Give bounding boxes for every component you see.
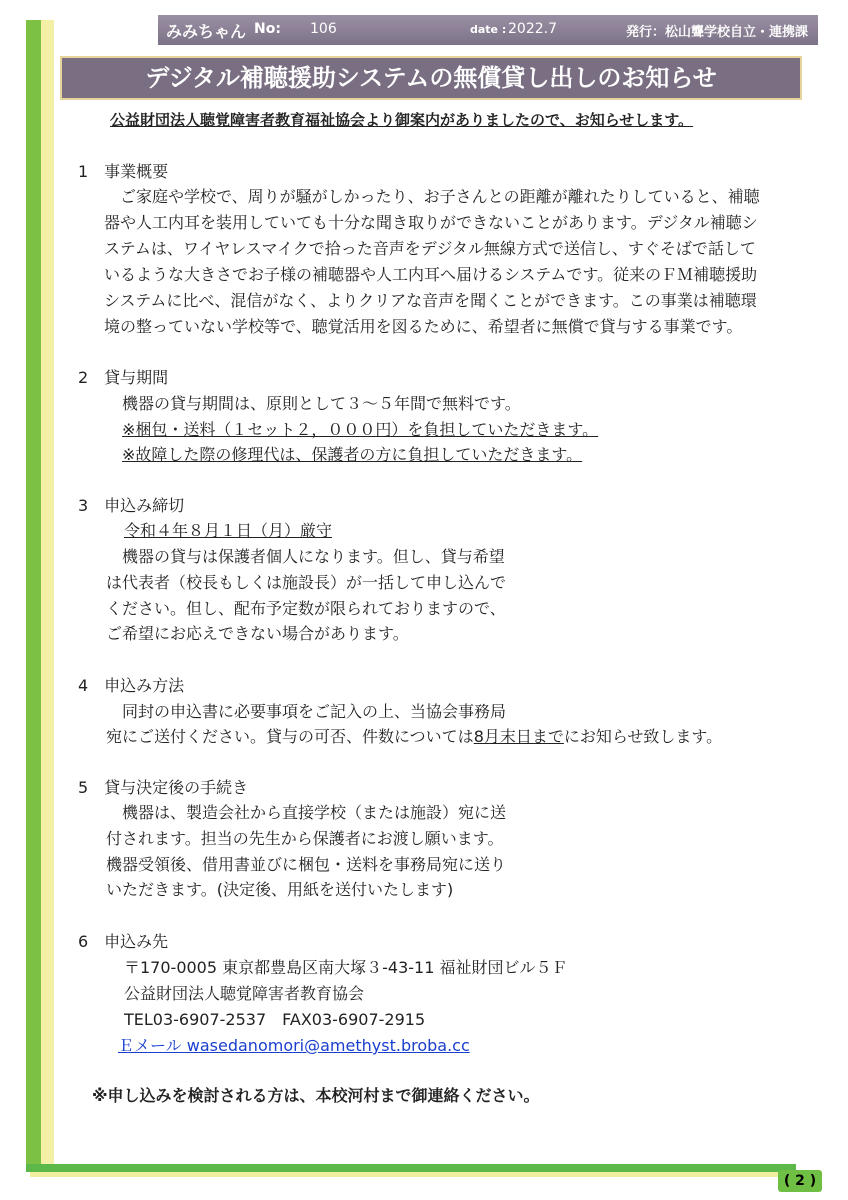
publisher: 発行：松山聾学校自立・連携課 <box>626 25 809 40</box>
section2-shipping-note: ※梱包・送料（１セット２，０００円）を負担していただきます。 <box>122 420 599 439</box>
newsletter-header <box>158 15 818 45</box>
section1-line: ご家庭や学校で、周りが騒がしかったり、お子さんとの距離が離れたりしていると、補聴 <box>120 187 760 206</box>
issue-date: 2022.7 <box>508 21 557 37</box>
section2-repair-note: ※故障した際の修理代は、保護者の方に負担していただきます。 <box>122 445 583 464</box>
section5-line: 付されます。担当の先生から保護者にお渡し願います。 <box>106 829 504 848</box>
section1-heading: 1 事業概要 <box>78 162 169 181</box>
issue-number: 106 <box>310 21 337 37</box>
contact-tel-fax: TEL03-6907-2537 FAX03-6907-2915 <box>124 1010 426 1029</box>
section5-line: いただきます。(決定後、用紙を送付いたします) <box>106 880 454 899</box>
section4-line <box>106 725 722 749</box>
section4-line2-start: 宛にご送付ください。貸与の可否、件数については <box>106 727 474 746</box>
section3-line: ください。但し、配布予定数が限られておりますので、 <box>106 599 506 618</box>
section1-line: 器や人工内耳を装用していても十分な聞き取りができないことがあります。デジタル補聴シ <box>104 213 758 232</box>
section3-line: 機器の貸与は保護者個人になります。但し、貸与希望 <box>122 547 505 566</box>
section5-line: 機器は、製造会社から直接学校（または施設）宛に送 <box>122 803 507 822</box>
section2-heading: 2 貸与期間 <box>78 368 169 387</box>
page-title: デジタル補聴援助システムの無償貸し出しのお知らせ <box>60 56 802 100</box>
left-green-stripe <box>26 20 41 1170</box>
section5-line: 機器受領後、借用書並びに梱包・送料を事務局宛に送り <box>106 855 507 874</box>
issue-no-label: No: <box>254 21 281 37</box>
bottom-green-band <box>26 1164 796 1172</box>
date-label: date : <box>470 23 507 36</box>
section3-heading: 3 申込み締切 <box>78 496 185 515</box>
section4-line: 同封の申込書に必要事項をご記入の上、当協会事務局 <box>122 702 507 721</box>
section6-heading: 6 申込み先 <box>78 932 169 951</box>
section1-line: いるような大きさでお子様の補聴器や人工内耳へ届けるシステムです。従来のＦＭ補聴援助 <box>104 265 758 284</box>
section2-line: 機器の貸与期間は、原則として３～５年間で無料です。 <box>122 394 521 413</box>
section3-line: は代表者（校長もしくは施設長）が一括して申し込んで <box>106 573 507 592</box>
section1-line: システムに比べ、混信がなく、よりクリアな音声を聞くことができます。この事業は補聴環 <box>104 291 757 310</box>
contact-address: 〒170-0005 東京都豊島区南大塚３-43-11 福祉財団ビル５Ｆ <box>124 958 568 977</box>
section4-deadline-emphasis: 8月末日まで <box>473 727 564 746</box>
bottom-yellow-band <box>30 1172 796 1177</box>
section4-heading: 4 申込み方法 <box>78 676 185 695</box>
contact-organization: 公益財団法人聴覚障害者教育協会 <box>124 984 365 1003</box>
section5-heading: 5 貸与決定後の手続き <box>78 778 249 797</box>
section1-line: ステムは、ワイヤレスマイクで拾った音声をデジタル無線方式で送信し、すぐそばで話して <box>104 239 756 258</box>
page-number: ( 2 ) <box>778 1170 822 1192</box>
contact-email-link[interactable]: Ｅメール wasedanomori@amethyst.broba.cc <box>118 1036 470 1055</box>
footer-note: ※申し込みを検討される方は、本校河村まで御連絡ください。 <box>92 1086 540 1105</box>
section3-deadline: 令和４年８月１日（月）厳守 <box>124 521 333 540</box>
section1-line: 境の整っていない学校等で、聴覚活用を図るために、希望者に無償で貸与する事業です。 <box>104 317 743 336</box>
left-yellow-stripe <box>41 20 54 1170</box>
newsletter-name: みみちゃん <box>166 22 247 41</box>
intro-text: 公益財団法人聴覚障害者教育福祉協会より御案内がありましたので、お知らせします。 <box>110 111 694 129</box>
section4-line2-end: にお知らせ致します。 <box>563 727 723 746</box>
section3-line: ご希望にお応えできない場合があります。 <box>106 624 409 643</box>
